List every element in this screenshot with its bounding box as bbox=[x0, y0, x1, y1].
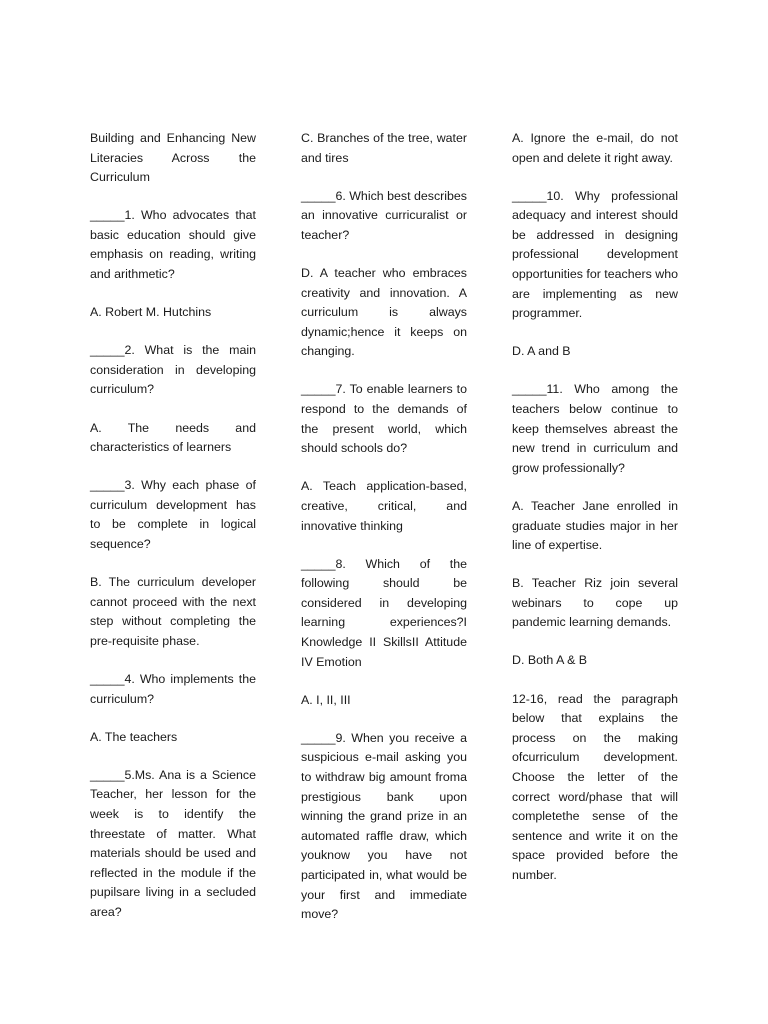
text-paragraph: D. Both A & B bbox=[512, 653, 588, 668]
text-paragraph: _____7. To enable learners to respond to the demands of the present world, which should schools do? bbox=[301, 382, 467, 456]
text-column-3 bbox=[512, 129, 678, 904]
text-paragraph: A. The teachers bbox=[90, 729, 178, 744]
text-paragraph: _____3. Why each phase of curriculum development has to be complete in logical sequence? bbox=[90, 478, 256, 551]
text-paragraph: _____11. Who among the teachers below continue to keep themselves abreast the new trend in curriculum and grow professionally? bbox=[512, 382, 678, 475]
text-paragraph: B. Teacher Riz join several webinars to cope up pandemic learning demands. bbox=[512, 576, 678, 630]
text-paragraph: A. Robert M. Hutchins bbox=[90, 305, 212, 320]
text-paragraph: 12-16, read the paragraph below that explains the process on the making ofcurriculum development. Choose the letter of the correct word/phase that will completethe sense of the sentence and write it on the space provided before the number. bbox=[512, 691, 678, 882]
text-paragraph: _____1. Who advocates that basic education should give emphasis on reading, writing and arithmetic? bbox=[90, 208, 256, 282]
text-paragraph: _____9. When you receive a suspicious e-mail asking you to withdraw big amount froma prestigious bank upon winning the grand prize in an automated raffle draw, which youknow you have not participated in, what would be your first and immediate move? bbox=[301, 730, 467, 922]
text-paragraph: _____5.Ms. Ana is a Science Teacher, her lesson for the week is to identify the threestate of matter. What materials should be used and reflected in the module if the pupilsare living in a secluded area? bbox=[90, 767, 256, 919]
text-column-2 bbox=[301, 129, 467, 943]
text-paragraph: _____8. Which of the following should be considered in developing learning experiences?I Knowledge II SkillsII Attitude IV Emotion bbox=[301, 556, 467, 669]
text-paragraph: A. Ignore the e-mail, do not open and delete it right away. bbox=[512, 131, 678, 165]
text-paragraph: _____4. Who implements the curriculum? bbox=[90, 671, 256, 706]
text-paragraph: D. A and B bbox=[512, 344, 571, 359]
text-paragraph: A. I, II, III bbox=[301, 692, 351, 707]
text-paragraph: A. The needs and characteristics of learners bbox=[90, 420, 256, 455]
text-paragraph: C. Branches of the tree, water and tires bbox=[301, 131, 467, 165]
text-column-1 bbox=[90, 129, 256, 941]
text-paragraph: D. A teacher who embraces creativity and innovation. A curriculum is always dynamic;hence it keeps on changing. bbox=[301, 265, 467, 359]
text-paragraph: _____2. What is the main consideration in developing curriculum? bbox=[90, 343, 256, 397]
document-title: Building and Enhancing New Literacies Across the Curriculum bbox=[90, 131, 256, 185]
text-paragraph: A. Teach application-based, creative, critical, and innovative thinking bbox=[301, 479, 467, 533]
text-paragraph: _____6. Which best describes an innovative curricuralist or teacher? bbox=[301, 188, 467, 242]
text-paragraph: _____10. Why professional adequacy and interest should be addressed in designing professional development opportunities for teachers who are implementing as new programmer. bbox=[512, 188, 678, 321]
text-paragraph: A. Teacher Jane enrolled in graduate studies major in her line of expertise. bbox=[512, 498, 678, 553]
text-paragraph: B. The curriculum developer cannot proceed with the next step without completing the pre-requisite phase. bbox=[90, 575, 256, 648]
